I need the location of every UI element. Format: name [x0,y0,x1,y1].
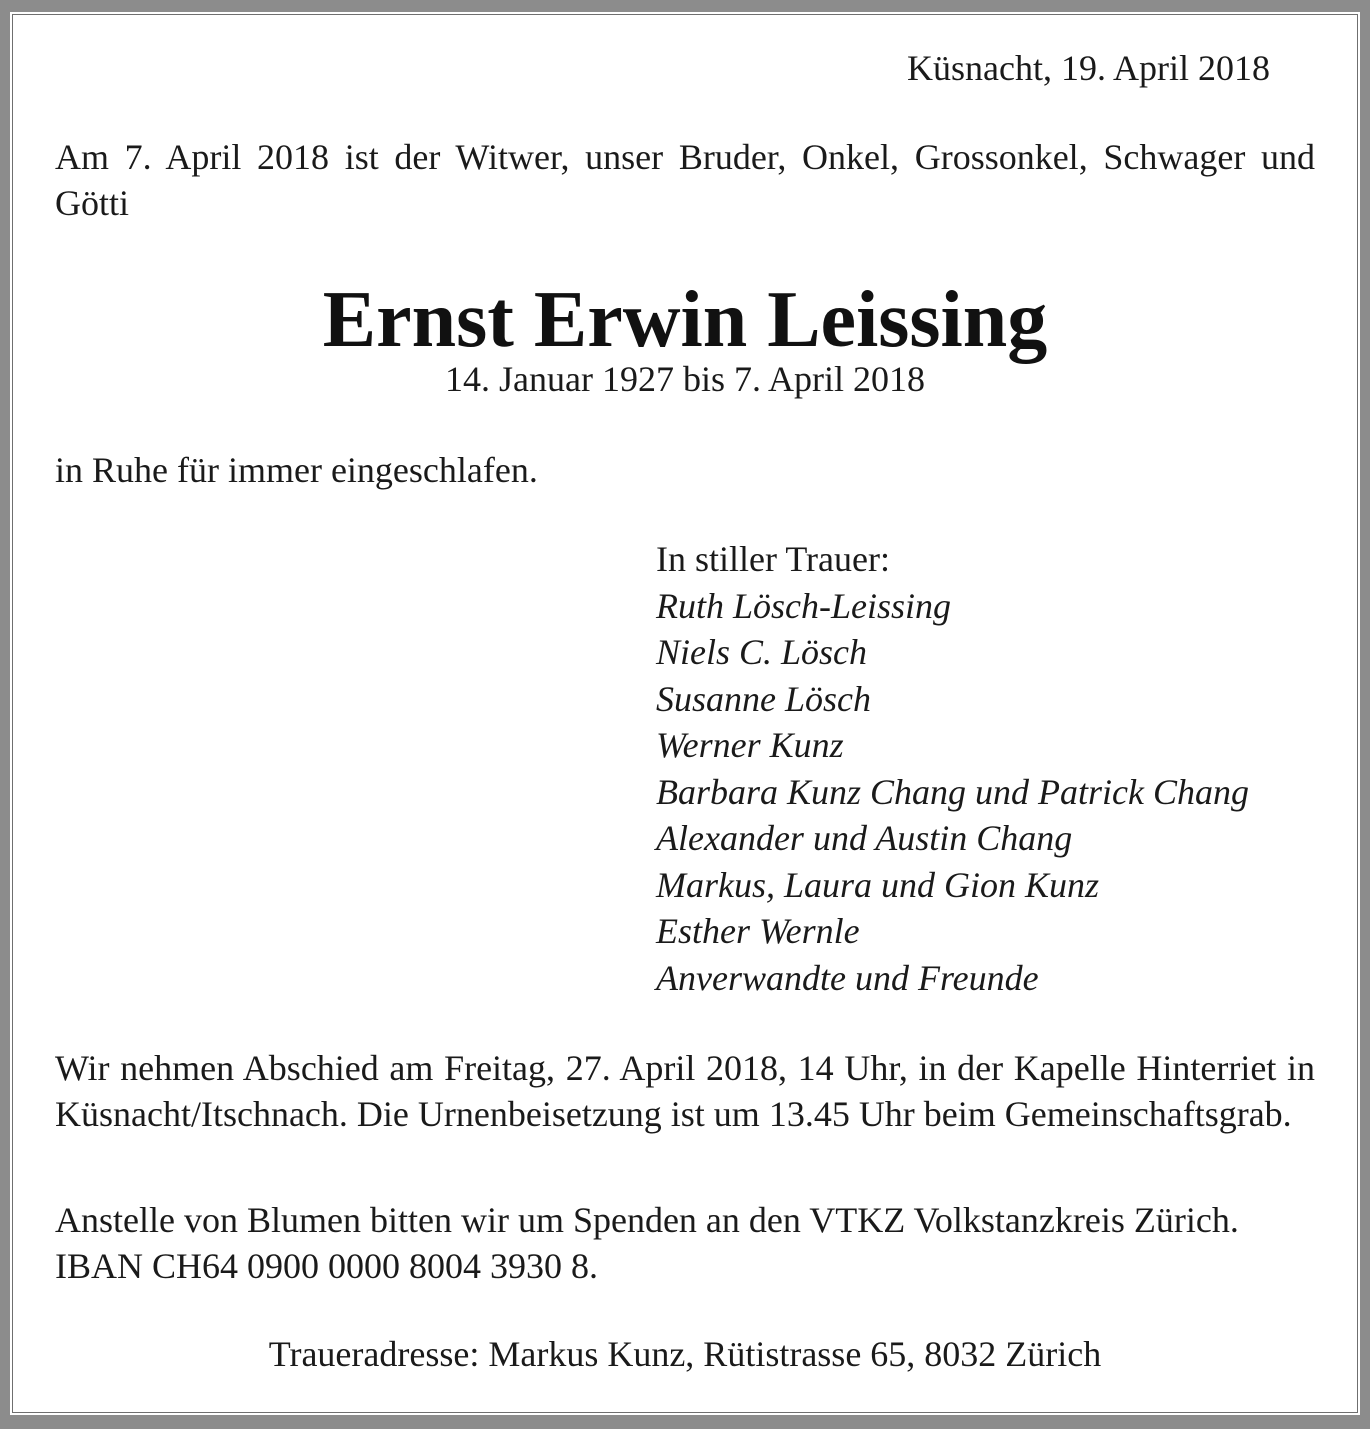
farewell-text: Wir nehmen Abschied am Freitag, 27. April 2018, 14 Uhr, in der Kapelle Hinterriet in Küsnacht/Itschnach. Die Urnenbeisetzung ist um 13.45 Uhr beim Gemeinschaftsgrab. [55,1048,1315,1134]
mourner-name: Niels C. Lösch [656,632,868,672]
mourner-name: Barbara Kunz Chang und Patrick Chang [656,771,1250,812]
mourners-list [656,536,1249,1001]
mourner-name: Werner Kunz [656,725,844,765]
donation-block [55,1197,1325,1289]
mourning-address: Traueradresse: Markus Kunz, Rütistrasse 65, 8032 Zürich [268,1334,1102,1374]
mourner-name: Esther Wernle [656,911,860,951]
mourner-name: Susanne Lösch [656,678,871,719]
mourner-name: Markus, Laura und Gion Kunz [656,864,1100,905]
rest-text: in Ruhe für immer eingeschlafen. [55,450,538,490]
mourners-heading: In stiller Trauer: [656,539,890,579]
donation-request: Anstelle von Blumen bitten wir um Spenden an den VTKZ Volkstanzkreis Zürich. [55,1200,1239,1240]
intro-text: Am 7. April 2018 ist der Witwer, unser Bruder, Onkel, Grossonkel, Schwager und Götti [55,137,1315,223]
deceased-name: Ernst Erwin Leissing [322,276,1048,364]
lifespan-dates: 14. Januar 1927 bis 7. April 2018 [445,359,925,399]
mourner-name: Ruth Lösch-Leissing [656,585,952,626]
mourner-name: Alexander und Austin Chang [656,818,1073,858]
mourner-name: Anverwandte und Freunde [656,957,1039,998]
donation-iban: IBAN CH64 0900 0000 8004 3930 8. [55,1246,599,1286]
place-date: Küsnacht, 19. April 2018 [907,48,1270,88]
